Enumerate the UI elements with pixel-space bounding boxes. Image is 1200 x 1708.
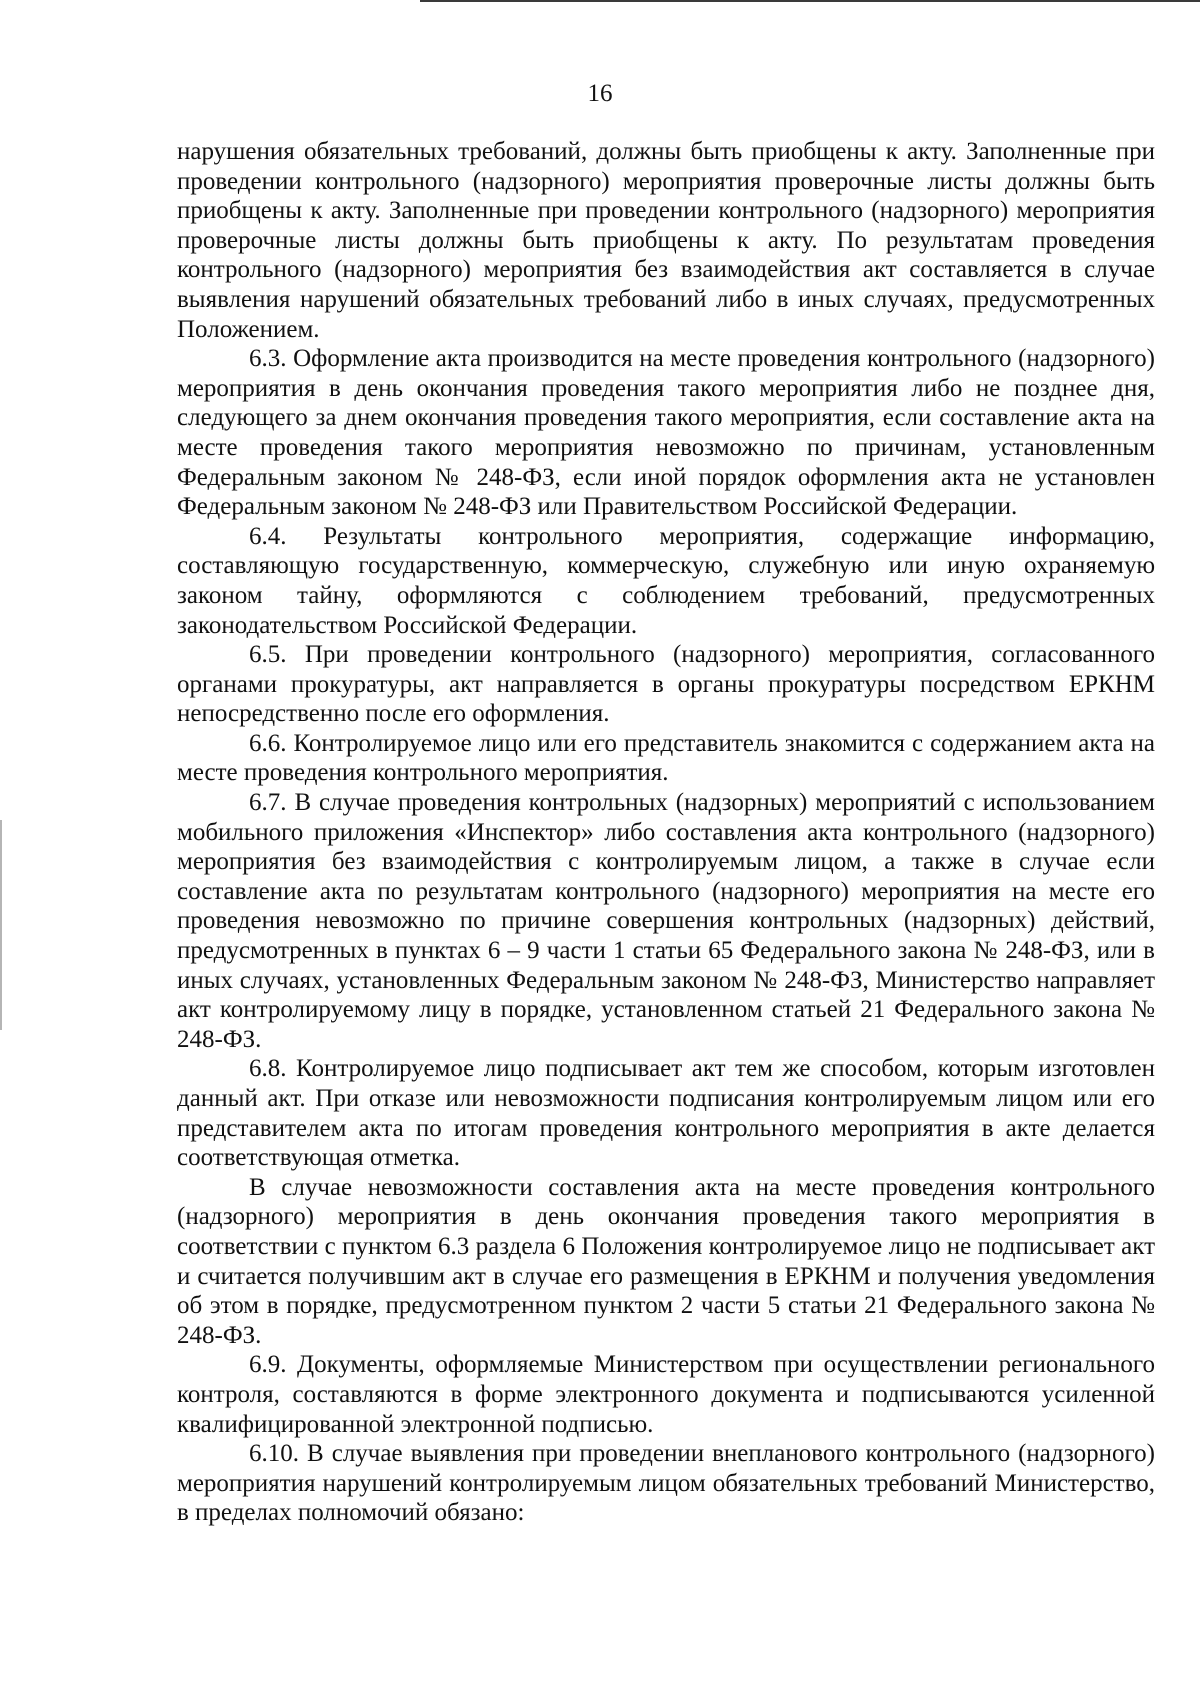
paragraph-6-4: 6.4. Результаты контрольного мероприятия, содержащие информацию, составляющую государственную, коммерческую, служебную или иную охраняемую законом тайну, оформляются с соблюдением требований, предусмотренных законодательством Российской Федерации. [177, 522, 1155, 639]
top-border-line [420, 0, 1200, 2]
paragraph-continuation: нарушения обязательных требований, должны быть приобщены к акту. Заполненные при проведении контрольного (надзорного) мероприятия проверочные листы должны быть приобщены к акту. Заполненные при проведении контрольного (надзорного) мероприятия проверочные листы должны быть приобщены к акту. По результатам проведения контрольного (надзорного) мероприятия без взаимодействия акт составляется в случае выявления нарушений обязательных требований либо в иных случаях, предусмотренных Положением. [177, 138, 1155, 343]
paragraph-6-10: 6.10. В случае выявления при проведении внепланового контрольного (надзорного) мероприятия нарушений контролируемым лицом обязательных требований Министерство, в пределах полномочий обязано: [177, 1440, 1155, 1527]
paragraph-6-9: 6.9. Документы, оформляемые Министерством при осуществлении регионального контроля, составляются в форме электронного документа и подписываются усиленной квалифицированной электронной подписью. [177, 1351, 1155, 1438]
paragraph-6-6: 6.6. Контролируемое лицо или его представитель знакомится с содержанием акта на месте проведения контрольного мероприятия. [177, 729, 1155, 787]
paragraph-6-8: 6.8. Контролируемое лицо подписывает акт тем же способом, которым изготовлен данный акт. При отказе или невозможности подписания контролируемым лицом или его представителем акта по итогам проведения контрольного мероприятия в акте делается соответствующая отметка. [177, 1055, 1155, 1172]
page-number: 16 [587, 80, 613, 107]
scan-edge-mark [0, 820, 2, 1030]
paragraph-6-3: 6.3. Оформление акта производится на месте проведения контрольного (надзорного) мероприятия в день окончания проведения такого мероприятия либо не позднее дня, следующего за днем окончания проведения такого мероприятия, если составление акта на месте проведения такого мероприятия невозможно по причинам, установленным Федеральным законом № 248-ФЗ, если иной порядок оформления акта не установлен Федеральным законом № 248-ФЗ или Правительством Российской Федерации. [177, 345, 1155, 521]
paragraph-6-5: 6.5. При проведении контрольного (надзорного) мероприятия, согласованного органами прокуратуры, акт направляется в органы прокуратуры посредством ЕРКНМ непосредственно после его оформления. [177, 641, 1155, 728]
paragraph-6-8-continuation: В случае невозможности составления акта на месте проведения контрольного (надзорного) мероприятия в день окончания проведения такого мероприятия в соответствии с пунктом 6.3 раздела 6 Положения контролируемое лицо не подписывает акт и считается получившим акт в случае его размещения в ЕРКНМ и получения уведомления об этом в порядке, предусмотренном пунктом 2 части 5 статьи 21 Федерального закона № 248-ФЗ. [177, 1173, 1155, 1349]
paragraph-6-7: 6.7. В случае проведения контрольных (надзорных) мероприятий с использованием мобильного приложения «Инспектор» либо составления акта контрольного (надзорного) мероприятия без взаимодействия с контролируемым лицом, а также в случае если составление акта по результатам контрольного (надзорного) мероприятия на месте его проведения невозможно по причине совершения контрольных (надзорных) действий, предусмотренных в пунктах 6 – 9 части 1 статьи 65 Федерального закона № 248-ФЗ, или в иных случаях, установленных Федеральным законом № 248-ФЗ, Министерство направляет акт контролируемому лицу в порядке, установленном статьей 21 Федерального закона № 248-ФЗ. [177, 789, 1155, 1053]
document-body [177, 137, 1155, 1528]
